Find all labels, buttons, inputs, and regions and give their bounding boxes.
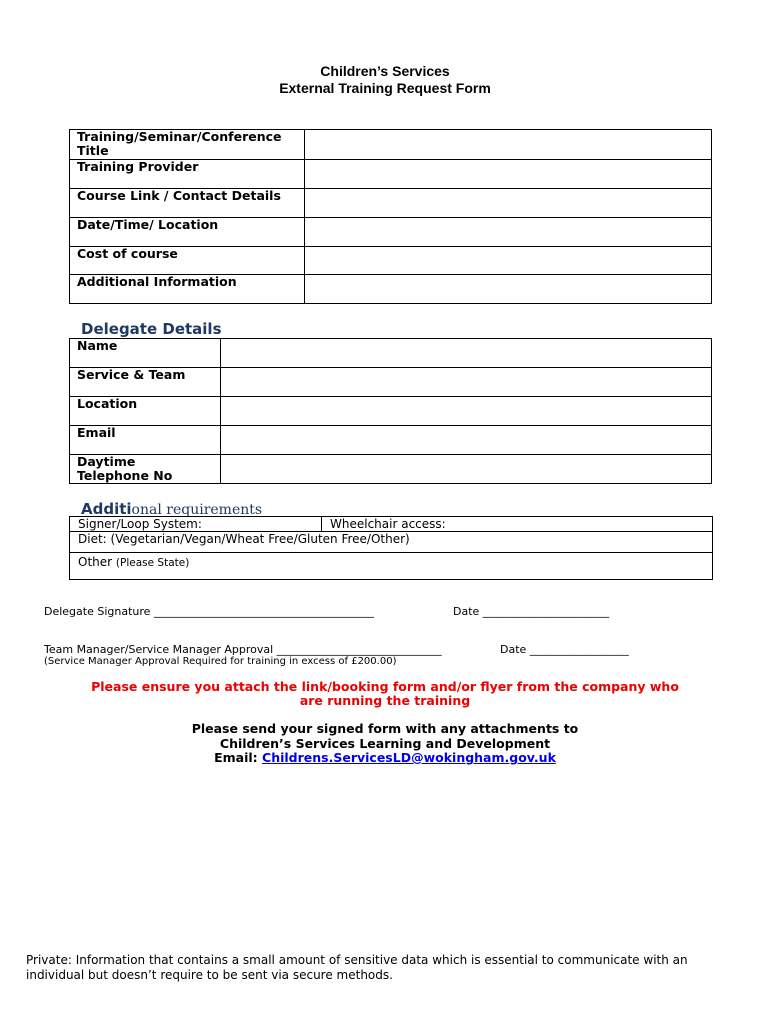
delegate-location-label: Location — [70, 397, 221, 426]
diet-label[interactable]: Diet: (Vegetarian/Vegan/Wheat Free/Gluten Free/Other) — [78, 532, 410, 546]
other-note: (Please State) — [115, 557, 190, 569]
additional-heading-bold: Additi — [81, 500, 132, 518]
other-row — [70, 552, 712, 579]
other-label[interactable]: Other — [78, 555, 113, 569]
send-instructions-line2: Children’s Services Learning and Development — [219, 736, 551, 751]
delegate-details-heading: Delegate Details — [81, 320, 222, 338]
delegate-email-field[interactable] — [221, 426, 712, 455]
training-title-label: Training/Seminar/Conference Title — [70, 130, 305, 160]
attachment-notice-line2: are running the training — [299, 693, 471, 708]
delegate-date-line[interactable]: Date _______________________ — [453, 605, 610, 618]
row-divider — [321, 517, 322, 531]
daytime-telephone-field[interactable] — [221, 455, 712, 484]
service-team-label: Service & Team — [70, 368, 221, 397]
form-heading-line1: Children’s Services — [320, 63, 450, 79]
diet-row — [70, 531, 712, 552]
delegate-details-table — [69, 338, 712, 484]
signer-wheelchair-row — [70, 517, 712, 531]
signer-loop-label[interactable]: Signer/Loop System: — [78, 517, 202, 531]
additional-heading-rest: onal requirements — [131, 502, 263, 518]
delegate-name-field[interactable] — [221, 339, 712, 368]
course-link-field[interactable] — [305, 189, 712, 218]
cost-of-course-field[interactable] — [305, 247, 712, 275]
additional-requirements-table — [69, 516, 713, 580]
service-team-field[interactable] — [221, 368, 712, 397]
attachment-notice-line1: Please ensure you attach the link/booking form and/or flyer from the company who — [91, 679, 679, 694]
training-details-table — [69, 129, 712, 304]
send-email-line — [0, 750, 770, 765]
delegate-name-label: Name — [70, 339, 221, 368]
manager-date-line[interactable]: Date __________________ — [500, 643, 629, 656]
daytime-telephone-label — [70, 455, 221, 484]
date-time-location-label: Date/Time/ Location — [70, 218, 305, 247]
manager-approval-note: (Service Manager Approval Required for training in excess of £200.00) — [44, 656, 397, 667]
wheelchair-access-label[interactable]: Wheelchair access: — [330, 517, 446, 531]
cost-of-course-label: Cost of course — [70, 247, 305, 275]
email-label: Email: — [214, 750, 258, 765]
additional-information-label: Additional Information — [70, 275, 305, 304]
training-provider-field[interactable] — [305, 160, 712, 189]
email-link[interactable]: Childrens.ServicesLD@wokingham.gov.uk — [262, 750, 556, 765]
delegate-signature-line[interactable]: Delegate Signature ________________________________________ — [44, 605, 374, 618]
course-link-label: Course Link / Contact Details — [70, 189, 305, 218]
manager-approval-line[interactable]: Team Manager/Service Manager Approval ______________________________ — [44, 643, 442, 656]
additional-information-field[interactable] — [305, 275, 712, 304]
delegate-email-label: Email — [70, 426, 221, 455]
training-title-field[interactable] — [305, 130, 712, 160]
daytime-telephone-text: Daytime Telephone No — [77, 454, 173, 483]
send-instructions-line1: Please send your signed form with any attachments to — [191, 721, 579, 736]
privacy-footer: Private: Information that contains a small amount of sensitive data which is essential to communicate with an individual but doesn’t require to be sent via secure methods. — [26, 953, 688, 982]
date-time-location-field[interactable] — [305, 218, 712, 247]
delegate-location-field[interactable] — [221, 397, 712, 426]
training-provider-label: Training Provider — [70, 160, 305, 189]
form-heading-line2: External Training Request Form — [279, 80, 491, 96]
